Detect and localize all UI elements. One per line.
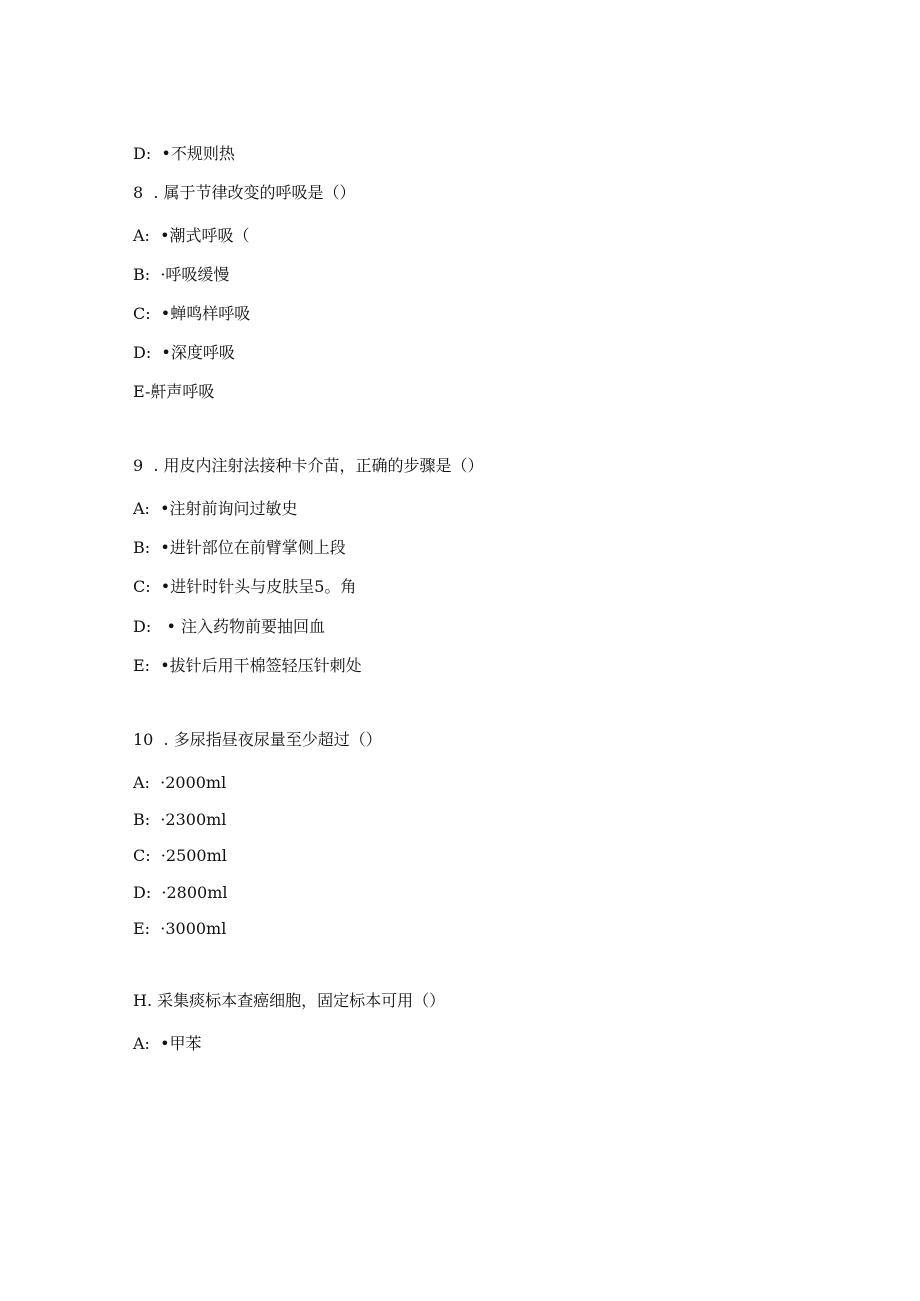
q8-option-e: E-鼾声呼吸 (133, 382, 215, 401)
q11-option-a: A: •甲苯 (133, 1034, 202, 1053)
q10-option-a: A: ·2000ml (133, 773, 227, 792)
q10-option-e: E: ·3000ml (133, 919, 227, 938)
q9-option-a: A: •注射前询问过敏史 (133, 499, 298, 518)
question-9: 9 . 用皮内注射法接种卡介苗，正确的步骤是（） (133, 456, 484, 475)
q9-option-b: B: •进针部位在前臂掌侧上段 (133, 538, 346, 557)
q8-option-b: B: ·呼吸缓慢 (133, 265, 230, 284)
q10-option-c: C: ·2500ml (133, 846, 227, 865)
q8-option-c: C: •蝉鸣样呼吸 (133, 304, 251, 323)
question-11: H. 采集痰标本查癌细胞，固定标本可用（） (133, 991, 446, 1010)
q8-option-d: D: •深度呼吸 (133, 343, 235, 362)
q7-option-d: D: •不规则热 (133, 144, 235, 163)
q9-option-d: D: • 注入药物前要抽回血 (133, 617, 326, 636)
q10-option-b: B: ·2300ml (133, 810, 227, 829)
q10-option-d: D: ·2800ml (133, 883, 228, 902)
question-8: 8 . 属于节律改变的呼吸是（） (133, 183, 356, 202)
q8-option-a: A: •潮式呼吸（ (133, 226, 250, 245)
question-10: 10 . 多尿指昼夜尿量至少超过（） (133, 730, 382, 749)
q9-option-c: C: •进针时针头与皮肤呈5。角 (133, 577, 357, 596)
q9-option-e: E: •拔针后用干棉签轻压针刺处 (133, 656, 362, 675)
